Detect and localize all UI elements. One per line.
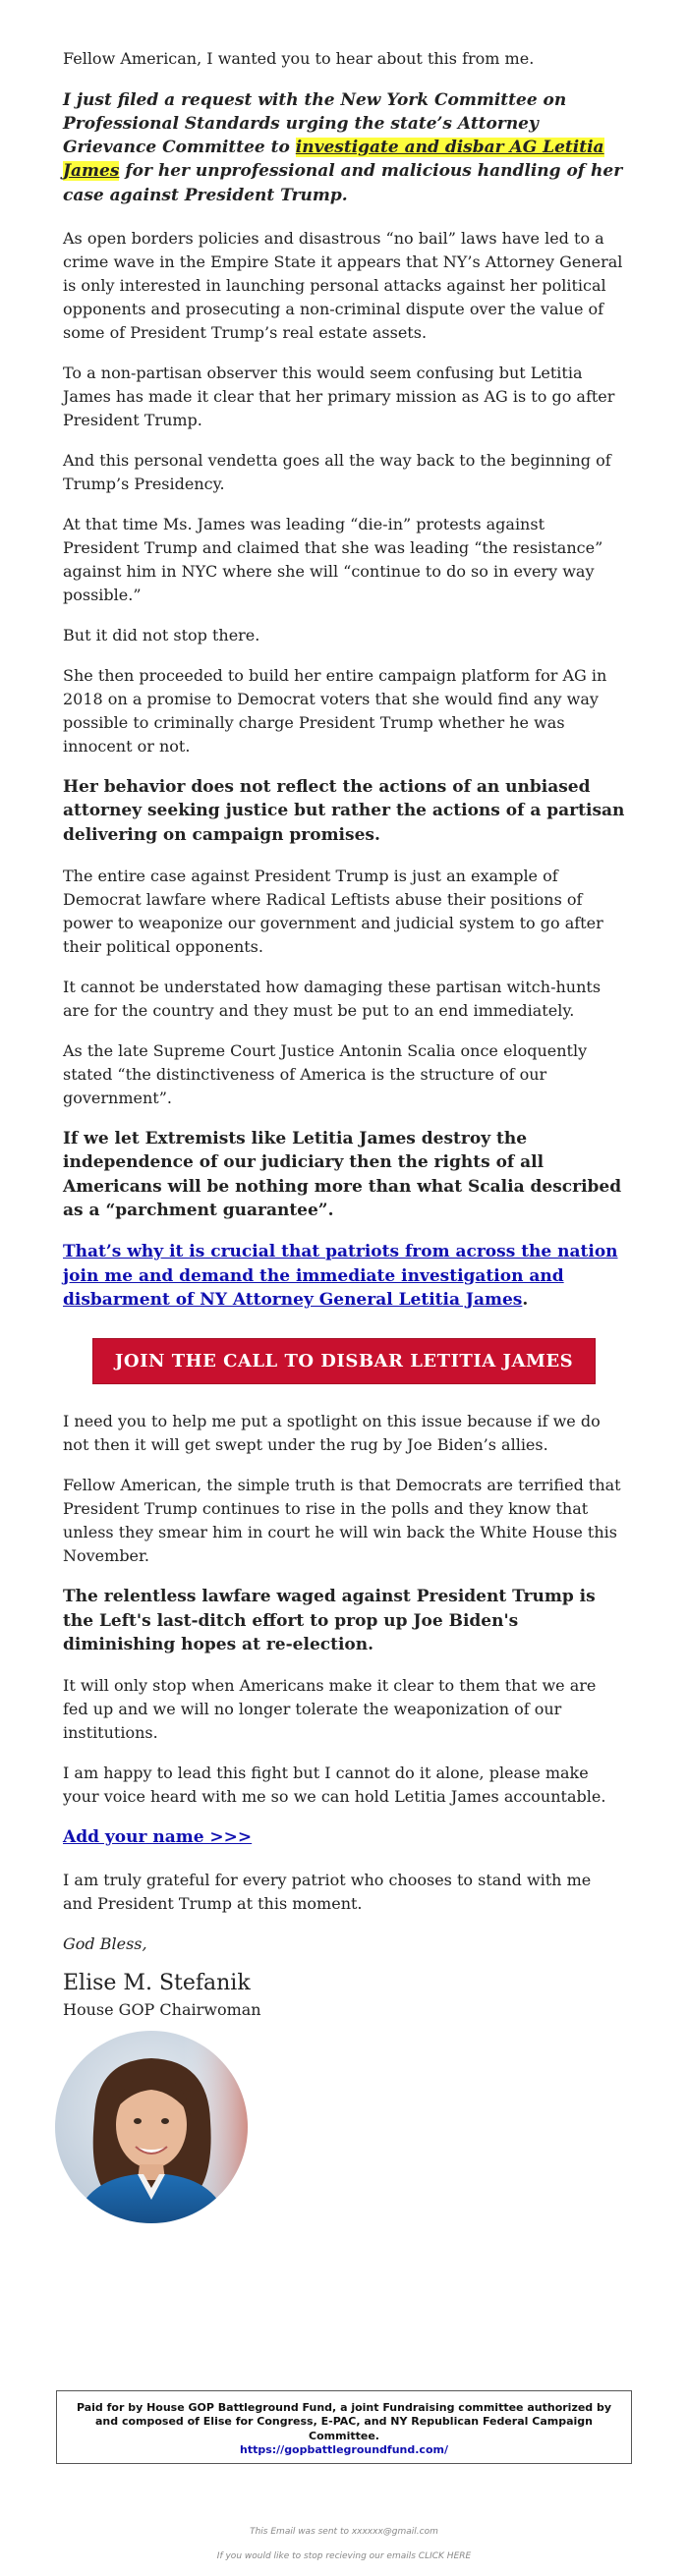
greeting: Fellow American, I wanted you to hear about this from me. — [63, 49, 535, 68]
add-name-row — [63, 1825, 625, 1851]
bold-paragraph-extremists: If we let Extremists like Letitia James destroy the independence of our judiciary then the rights of all Americans will be nothing more than what Scalia described as a “parchment guarantee”. — [63, 1128, 622, 1221]
disbar-letitia-james-button[interactable]: JOIN THE CALL TO DISBAR LETITIA JAMES — [92, 1338, 596, 1384]
disbar-highlight-link[interactable]: investigate and disbar AG Letitia James — [63, 138, 604, 182]
paragraph-die-in: At that time Ms. James was leading “die-in” protests against President Trump and claimed that she was leading “the resistance” against him in NYC where she will “continue to do so in every way possible.” — [63, 514, 603, 604]
cta-period: . — [522, 1290, 529, 1311]
paid-for-text: Paid for by House GOP Battleground Fund, a joint Fundraising committee authorized by and composed of Elise for Congress, E-PAC, and NY Republican Federal Campaign Committee. — [76, 2401, 612, 2442]
paragraph-vendetta: And this personal vendetta goes all the way back to the beginning of Trump’s Presidency. — [63, 450, 611, 493]
paragraph-mission: To a non-partisan observer this would seem confusing but Letitia James has made it clear that her primary mission as AG is to go after President Trump. — [63, 363, 615, 429]
paragraph-spotlight: I need you to help me put a spotlight on this issue because if we do not then it will get swept under the rug by Joe Biden’s allies. — [63, 1412, 601, 1455]
lead-text-after: for her unprofessional and malicious handling of her case against President Trump. — [63, 161, 623, 205]
sent-to-notice: This Email was sent to xxxxxx@gmail.com — [250, 2527, 438, 2537]
lead-text-before: I just filed a request with the New York Committee on Professional Standards urging the state’s Attorney Grievance Committee to — [63, 90, 567, 158]
paragraph-lawfare: The entire case against President Trump is just an example of Democrat lawfare where Radical Leftists abuse their positions of power to weaponize our government and judicial system to go after their political opponents. — [63, 866, 603, 956]
paragraph-lead-fight: I am happy to lead this fight but I cannot do it alone, please make your voice heard with me so we can hold Letitia James accountable. — [63, 1763, 606, 1806]
unsubscribe-link[interactable]: If you would like to stop recieving our emails CLICK HERE — [216, 2551, 472, 2561]
join-me-link[interactable]: That’s why it is crucial that patriots from across the nation join me and demand the immediate investigation and disbarment of NY Attorney General Letitia James — [63, 1242, 618, 1311]
paragraph-crime-wave: As open borders policies and disastrous “no bail” laws have led to a crime wave in the Empire State it appears that NY’s Attorney General is only interested in launching personal attacks against her political opponents and prosecuting a non-criminal dispute over the value of some of President Trump’s real estate assets. — [63, 228, 623, 342]
paragraph-campaign: She then proceeded to build her entire campaign platform for AG in 2018 on a promise to Democrat voters that she would find any way possible to criminally charge President Trump whether he was innocent or not. — [63, 665, 607, 756]
button-row — [63, 1338, 625, 1384]
paid-for-disclaimer — [56, 2390, 632, 2464]
paragraph-grateful: I am truly grateful for every patriot who chooses to stand with me and President Trump at this moment. — [63, 1871, 592, 1914]
signer-name: Elise M. Stefanik — [63, 1971, 251, 1996]
cta-link-paragraph — [63, 1240, 625, 1313]
paragraph-polls: Fellow American, the simple truth is that Democrats are terrified that President Trump continues to rise in the polls and they know that unless they smear him in court he will win back the White House this November. — [63, 1476, 621, 1566]
paragraph-scalia: As the late Supreme Court Justice Antonin Scalia once eloquently stated “the distinctiveness of America is the structure of our government”. — [63, 1040, 588, 1107]
letter-body — [63, 47, 625, 2223]
battleground-fund-link[interactable]: https://gopbattlegroundfund.com/ — [239, 2442, 448, 2456]
bold-paragraph-last-ditch: The relentless lawfare waged against President Trump is the Left's last-ditch effort to prop up Joe Biden's diminishing hopes at re-election. — [63, 1587, 596, 1655]
paragraph-witch-hunts: It cannot be understated how damaging these partisan witch-hunts are for the country and they must be put to an end immediately. — [63, 977, 602, 1020]
paragraph-fed-up: It will only stop when Americans make it clear to them that we are fed up and we will no longer tolerate the weaponization of our institutions. — [63, 1675, 597, 1742]
add-your-name-link[interactable]: Add your name >>> — [63, 1826, 253, 1847]
paragraph-did-not-stop: But it did not stop there. — [63, 625, 260, 644]
bold-paragraph-behavior: Her behavior does not reflect the actions of an unbiased attorney seeking justice but rather the actions of a partisan delivering on campaign promises. — [63, 776, 625, 845]
signer-portrait — [55, 2031, 248, 2223]
sign-off: God Bless, — [63, 1934, 147, 1954]
signer-title: House GOP Chairwoman — [63, 2000, 261, 2020]
lead-paragraph — [63, 88, 625, 207]
